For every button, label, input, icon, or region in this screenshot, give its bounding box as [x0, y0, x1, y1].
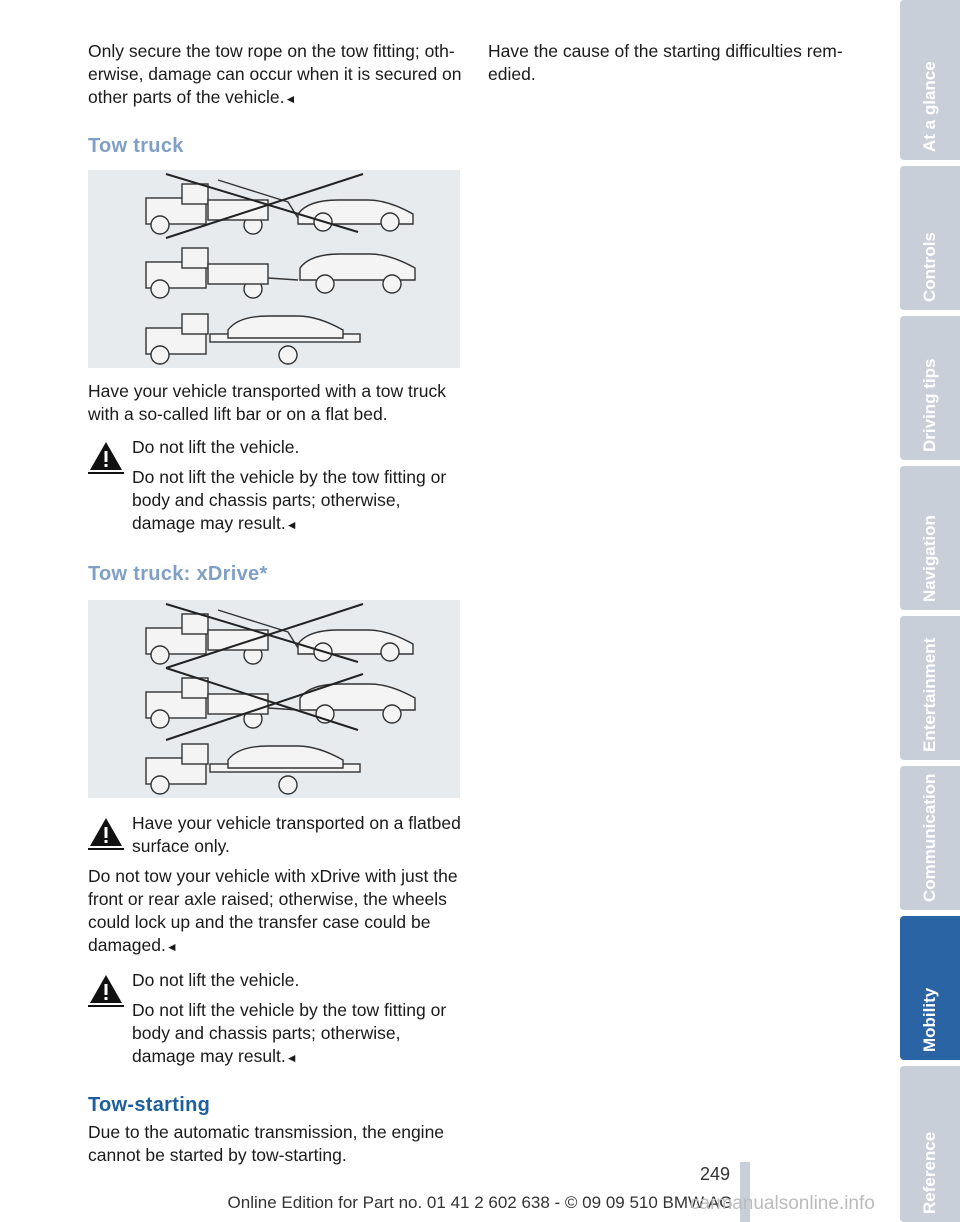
heading-tow-truck: Tow truck	[88, 135, 184, 157]
warning-3-line-1: Do not lift the vehicle.	[132, 970, 300, 990]
tab-reference[interactable]	[900, 1066, 960, 1222]
tab-label: At a glance	[920, 61, 939, 152]
tow-truck-xdrive-illustration	[88, 600, 460, 798]
left-column	[88, 40, 462, 1167]
tab-mobility[interactable]	[900, 916, 960, 1060]
tab-label: Navigation	[920, 515, 939, 602]
warning-block-1	[88, 436, 462, 537]
page-number: 249	[700, 1164, 731, 1184]
tab-at-a-glance[interactable]	[900, 0, 960, 160]
tab-label: Communication	[920, 773, 939, 902]
cause-paragraph: Have the cause of the starting difficulties rem-edied.	[488, 41, 843, 84]
warning-3-line-2: Do not lift the vehicle by the tow fitting or body and chassis parts; otherwise, damage may result.◄	[132, 1000, 447, 1066]
tab-label: Mobility	[920, 987, 939, 1052]
warning-triangle-icon	[88, 816, 124, 850]
footer-text: Online Edition for Part no. 01 41 2 602 638 - © 09 09 510 BMW AG	[227, 1193, 733, 1212]
warning-1-line-1: Do not lift the vehicle.	[132, 437, 300, 457]
warning-block-3	[88, 969, 462, 1070]
warning-2-text: Have your vehicle transported on a flatbed surface only.	[132, 813, 461, 856]
end-mark: ◄	[165, 940, 178, 954]
tow-starting-paragraph: Due to the automatic transmission, the engine cannot be started by tow-starting.	[88, 1122, 445, 1165]
chapter-sidebar	[900, 0, 960, 1222]
warning-triangle-icon	[88, 440, 124, 474]
transport-paragraph: Have your vehicle transported with a tow truck with a so-called lift bar or on a flat bed.	[88, 381, 446, 424]
tab-label: Reference	[920, 1131, 939, 1214]
end-mark: ◄	[285, 518, 298, 532]
tow-truck-illustration	[88, 170, 460, 368]
warning-1-line-2: Do not lift the vehicle by the tow fitting or body and chassis parts; otherwise, damage may result.◄	[132, 467, 447, 533]
tab-controls[interactable]	[900, 166, 960, 310]
warning-block-2	[88, 812, 462, 858]
heading-tow-starting: Tow-starting	[88, 1094, 211, 1116]
warning-triangle-icon	[88, 973, 124, 1007]
tab-communication[interactable]	[900, 766, 960, 910]
end-mark: ◄	[284, 92, 297, 106]
xdrive-paragraph: Do not tow your vehicle with xDrive with just the front or rear axle raised; otherwise, the wheels could lock up and the transfer case could be damaged.◄	[88, 866, 458, 955]
end-mark: ◄	[285, 1051, 298, 1065]
tab-entertainment[interactable]	[900, 616, 960, 760]
tab-driving-tips[interactable]	[900, 316, 960, 460]
watermark: carmanualsonline.info	[690, 1193, 875, 1214]
tab-label: Controls	[920, 232, 939, 302]
tab-navigation[interactable]	[900, 466, 960, 610]
right-column	[488, 40, 862, 86]
heading-tow-truck-xdrive: Tow truck: xDrive*	[88, 563, 268, 585]
intro-paragraph: Only secure the tow rope on the tow fitting; oth-erwise, damage can occur when it is secured on other parts of the vehicle.◄	[88, 41, 462, 107]
tab-label: Entertainment	[920, 637, 939, 752]
tab-label: Driving tips	[920, 358, 939, 452]
